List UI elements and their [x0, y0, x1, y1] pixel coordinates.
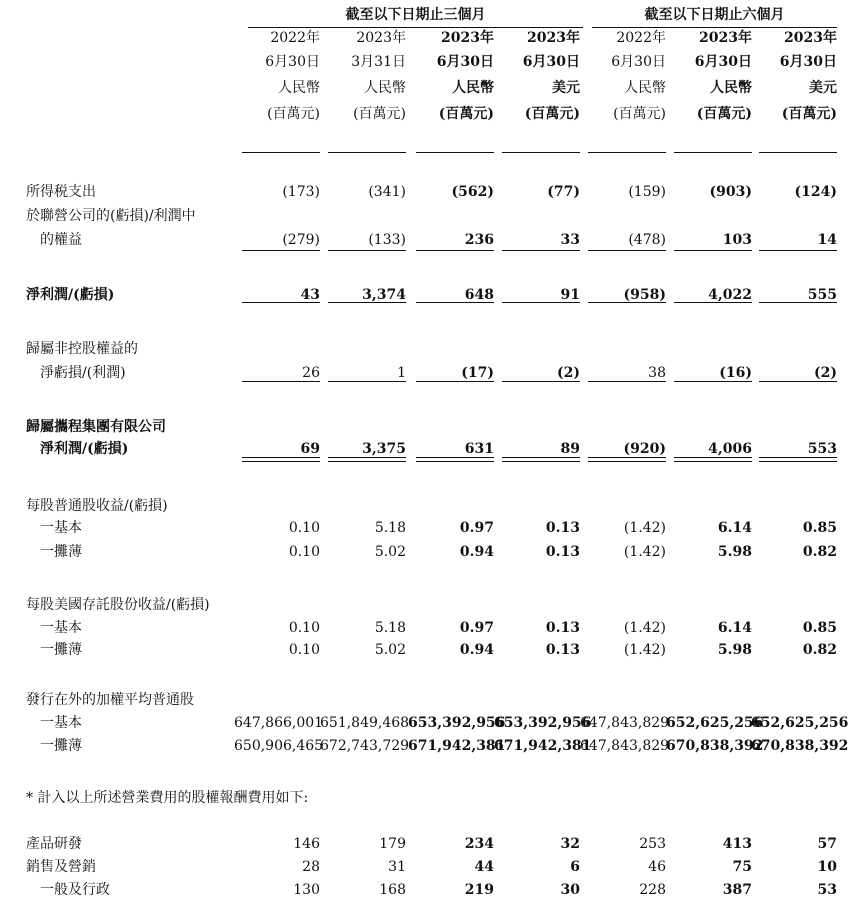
rule-after-row-3-col-3 — [416, 302, 494, 303]
row-9-value-6: 6.14 — [717, 520, 752, 536]
rule-after-row-5-col-2 — [328, 381, 406, 382]
row-9-value-2: 5.18 — [374, 520, 406, 536]
row-5-value-5: 38 — [648, 365, 666, 381]
row-10-value-1: 0.10 — [288, 544, 320, 560]
row-16-value-5: 647,843,829 — [580, 738, 670, 754]
rule-after-row-5-col-4 — [502, 381, 580, 382]
row-15-value-7: 652,625,256 — [751, 715, 849, 731]
row-4-label: 歸屬非控股權益的 — [26, 341, 138, 357]
row-6-label: 歸屬攜程集團有限公司 — [26, 419, 166, 435]
rule-after-row-2-col-7 — [759, 250, 837, 251]
rule-after-row-5-col-5 — [588, 381, 666, 382]
row-18-value-6: 413 — [722, 836, 752, 852]
row-13-label: 一攤薄 — [40, 642, 82, 658]
row-3-value-6: 4,022 — [708, 287, 752, 303]
row-15-value-2: 651,849,468 — [320, 715, 410, 731]
rule-after-row-5-col-7 — [759, 381, 837, 382]
header-col-2-currency: 人民幣 — [364, 80, 406, 96]
row-1-label: 於聯營公司的(虧損)/利潤中 — [26, 208, 196, 224]
header-col-7-rule — [759, 152, 837, 153]
row-13-value-1: 0.10 — [288, 642, 320, 658]
row-5-value-7: (2) — [814, 365, 837, 381]
row-2-value-1: (279) — [282, 232, 320, 248]
row-18-value-1: 146 — [293, 836, 320, 852]
header-col-5-rule — [588, 152, 666, 153]
row-20-value-3: 219 — [464, 882, 494, 898]
row-7-value-5: (920) — [623, 441, 666, 457]
row-5-label: 淨虧損/(利潤) — [40, 365, 126, 381]
header-col-4-currency: 美元 — [552, 80, 580, 96]
rule-after-row-3-col-6 — [674, 302, 752, 303]
header-group-three-months-rule — [248, 27, 583, 28]
row-9-value-1: 0.10 — [288, 520, 320, 536]
row-5-value-4: (2) — [557, 365, 580, 381]
row-0-value-4: (77) — [547, 184, 580, 200]
row-10-value-6: 5.98 — [717, 544, 752, 560]
row-8-label: 每股普通股收益/(虧損) — [26, 498, 168, 514]
row-16-value-6: 670,838,392 — [666, 738, 764, 754]
header-group-six-months: 截至以下日期止六個月 — [644, 7, 785, 23]
row-12-value-1: 0.10 — [288, 620, 320, 636]
header-col-2-rule — [328, 152, 406, 153]
row-5-value-1: 26 — [302, 365, 320, 381]
rule-after-row-3-col-5 — [588, 302, 666, 303]
row-12-value-6: 6.14 — [717, 620, 752, 636]
row-12-value-2: 5.18 — [374, 620, 406, 636]
row-3-value-1: 43 — [300, 287, 320, 303]
row-18-value-4: 32 — [560, 836, 580, 852]
header-col-5-currency: 人民幣 — [624, 80, 666, 96]
row-5-value-3: (17) — [461, 365, 494, 381]
row-18-value-2: 179 — [379, 836, 406, 852]
row-10-value-2: 5.02 — [374, 544, 406, 560]
row-10-value-5: (1.42) — [623, 544, 666, 560]
row-2-value-6: 103 — [722, 232, 752, 248]
row-19-value-5: 46 — [648, 859, 666, 875]
row-10-value-4: 0.13 — [545, 544, 580, 560]
row-11-label: 每股美國存託股份收益/(虧損) — [26, 597, 210, 613]
row-19-value-4: 6 — [570, 859, 580, 875]
row-9-value-4: 0.13 — [545, 520, 580, 536]
row-0-value-2: (341) — [368, 184, 406, 200]
row-20-value-4: 30 — [560, 882, 580, 898]
row-0-label: 所得税支出 — [26, 184, 96, 200]
header-col-6-unit: (百萬元) — [696, 106, 752, 122]
row-0-value-7: (124) — [794, 184, 837, 200]
double-rule-after-row-7-col-2 — [328, 457, 406, 462]
row-18-value-7: 57 — [817, 836, 837, 852]
header-col-4-unit: (百萬元) — [524, 106, 580, 122]
rule-after-row-5-col-3 — [416, 381, 494, 382]
row-16-value-1: 650,906,465 — [234, 738, 324, 754]
row-7-value-7: 553 — [807, 441, 837, 457]
row-7-value-3: 631 — [464, 441, 494, 457]
row-5-value-6: (16) — [719, 365, 752, 381]
row-17-label: * 計入以上所述營業費用的股權報酬費用如下: — [26, 790, 309, 806]
row-16-value-4: 671,942,381 — [494, 738, 592, 754]
row-20-value-2: 168 — [379, 882, 406, 898]
header-col-1-year: 2022年 — [270, 30, 320, 46]
row-18-label: 產品研發 — [26, 836, 82, 852]
row-7-value-2: 3,375 — [362, 441, 406, 457]
row-12-value-4: 0.13 — [545, 620, 580, 636]
rule-after-row-3-col-4 — [502, 302, 580, 303]
double-rule-after-row-7-col-7 — [759, 457, 837, 462]
row-2-label: 的權益 — [40, 232, 82, 248]
rule-after-row-2-col-3 — [416, 250, 494, 251]
header-group-six-months-rule — [592, 27, 837, 28]
row-2-value-4: 33 — [560, 232, 580, 248]
row-19-value-3: 44 — [474, 859, 494, 875]
row-14-label: 發行在外的加權平均普通股 — [26, 692, 194, 708]
rule-after-row-5-col-6 — [674, 381, 752, 382]
header-col-7-unit: (百萬元) — [781, 106, 837, 122]
header-col-6-date: 6月30日 — [694, 54, 752, 70]
row-13-value-2: 5.02 — [374, 642, 406, 658]
rule-after-row-3-col-2 — [328, 302, 406, 303]
row-19-label: 銷售及營銷 — [26, 859, 96, 875]
row-16-label: 一攤薄 — [40, 738, 82, 754]
row-15-label: 一基本 — [40, 715, 82, 731]
row-19-value-1: 28 — [302, 859, 320, 875]
double-rule-after-row-7-col-4 — [502, 457, 580, 462]
row-15-value-6: 652,625,256 — [666, 715, 764, 731]
row-0-value-3: (562) — [451, 184, 494, 200]
header-group-three-months: 截至以下日期止三個月 — [345, 7, 486, 23]
row-3-value-2: 3,374 — [362, 287, 406, 303]
row-19-value-7: 10 — [817, 859, 837, 875]
double-rule-after-row-7-col-6 — [674, 457, 752, 462]
double-rule-after-row-7-col-1 — [242, 457, 320, 462]
row-0-value-1: (173) — [282, 184, 320, 200]
row-13-value-6: 5.98 — [717, 642, 752, 658]
row-15-value-5: 647,843,829 — [580, 715, 670, 731]
row-5-value-2: 1 — [397, 365, 406, 381]
header-col-1-currency: 人民幣 — [278, 80, 320, 96]
row-3-label: 淨利潤/(虧損) — [26, 287, 115, 303]
header-col-1-rule — [242, 152, 320, 153]
row-12-label: 一基本 — [40, 620, 82, 636]
row-15-value-1: 647,866,001 — [234, 715, 324, 731]
row-16-value-7: 670,838,392 — [751, 738, 849, 754]
row-2-value-7: 14 — [817, 232, 837, 248]
row-18-value-3: 234 — [464, 836, 494, 852]
row-0-value-6: (903) — [709, 184, 752, 200]
rule-after-row-3-col-7 — [759, 302, 837, 303]
row-10-value-7: 0.82 — [802, 544, 837, 560]
header-col-3-currency: 人民幣 — [452, 80, 494, 96]
row-10-label: 一攤薄 — [40, 544, 82, 560]
double-rule-after-row-7-col-3 — [416, 457, 494, 462]
row-7-value-1: 69 — [300, 441, 320, 457]
row-2-value-5: (478) — [628, 232, 666, 248]
row-15-value-4: 653,392,956 — [494, 715, 592, 731]
rule-after-row-2-col-2 — [328, 250, 406, 251]
row-3-value-5: (958) — [623, 287, 666, 303]
header-col-6-currency: 人民幣 — [710, 80, 752, 96]
row-20-value-6: 387 — [722, 882, 752, 898]
header-col-6-rule — [674, 152, 752, 153]
header-col-3-year: 2023年 — [441, 30, 494, 46]
row-13-value-7: 0.82 — [802, 642, 837, 658]
header-col-7-date: 6月30日 — [779, 54, 837, 70]
row-2-value-3: 236 — [464, 232, 494, 248]
header-col-1-date: 6月30日 — [265, 54, 320, 70]
header-col-2-date: 3月31日 — [351, 54, 406, 70]
header-col-3-date: 6月30日 — [436, 54, 494, 70]
rule-after-row-3-col-1 — [242, 302, 320, 303]
row-7-label: 淨利潤/(虧損) — [40, 441, 129, 457]
row-10-value-3: 0.94 — [459, 544, 494, 560]
header-col-2-year: 2023年 — [356, 30, 406, 46]
header-col-4-year: 2023年 — [527, 30, 580, 46]
row-19-value-2: 31 — [388, 859, 406, 875]
rule-after-row-2-col-1 — [242, 250, 320, 251]
row-12-value-7: 0.85 — [802, 620, 837, 636]
row-20-value-7: 53 — [817, 882, 837, 898]
header-col-7-currency: 美元 — [809, 80, 837, 96]
header-col-2-unit: (百萬元) — [353, 106, 406, 122]
row-13-value-5: (1.42) — [623, 642, 666, 658]
rule-after-row-2-col-5 — [588, 250, 666, 251]
rule-after-row-2-col-6 — [674, 250, 752, 251]
rule-after-row-2-col-4 — [502, 250, 580, 251]
row-20-value-1: 130 — [293, 882, 320, 898]
row-9-label: 一基本 — [40, 520, 82, 536]
header-col-6-year: 2023年 — [699, 30, 752, 46]
row-20-value-5: 228 — [639, 882, 666, 898]
row-2-value-2: (133) — [368, 232, 406, 248]
row-9-value-5: (1.42) — [623, 520, 666, 536]
row-18-value-5: 253 — [639, 836, 666, 852]
header-col-4-rule — [502, 152, 580, 153]
row-19-value-6: 75 — [732, 859, 752, 875]
row-12-value-3: 0.97 — [459, 620, 494, 636]
row-7-value-4: 89 — [560, 441, 580, 457]
header-col-1-unit: (百萬元) — [267, 106, 320, 122]
header-col-3-rule — [416, 152, 494, 153]
row-15-value-3: 653,392,956 — [408, 715, 506, 731]
header-col-5-unit: (百萬元) — [613, 106, 666, 122]
row-0-value-5: (159) — [628, 184, 666, 200]
row-16-value-3: 671,942,381 — [408, 738, 506, 754]
row-16-value-2: 672,743,729 — [320, 738, 410, 754]
row-13-value-3: 0.94 — [459, 642, 494, 658]
row-9-value-7: 0.85 — [802, 520, 837, 536]
row-20-label: 一般及行政 — [40, 882, 110, 898]
header-col-7-year: 2023年 — [784, 30, 837, 46]
double-rule-after-row-7-col-5 — [588, 457, 666, 462]
row-13-value-4: 0.13 — [545, 642, 580, 658]
row-3-value-3: 648 — [464, 287, 494, 303]
row-9-value-3: 0.97 — [459, 520, 494, 536]
header-col-5-date: 6月30日 — [611, 54, 666, 70]
header-col-3-unit: (百萬元) — [438, 106, 494, 122]
row-7-value-6: 4,006 — [708, 441, 752, 457]
rule-after-row-5-col-1 — [242, 381, 320, 382]
row-3-value-4: 91 — [560, 287, 580, 303]
row-12-value-5: (1.42) — [623, 620, 666, 636]
row-3-value-7: 555 — [807, 287, 837, 303]
header-col-5-year: 2022年 — [616, 30, 666, 46]
header-col-4-date: 6月30日 — [522, 54, 580, 70]
